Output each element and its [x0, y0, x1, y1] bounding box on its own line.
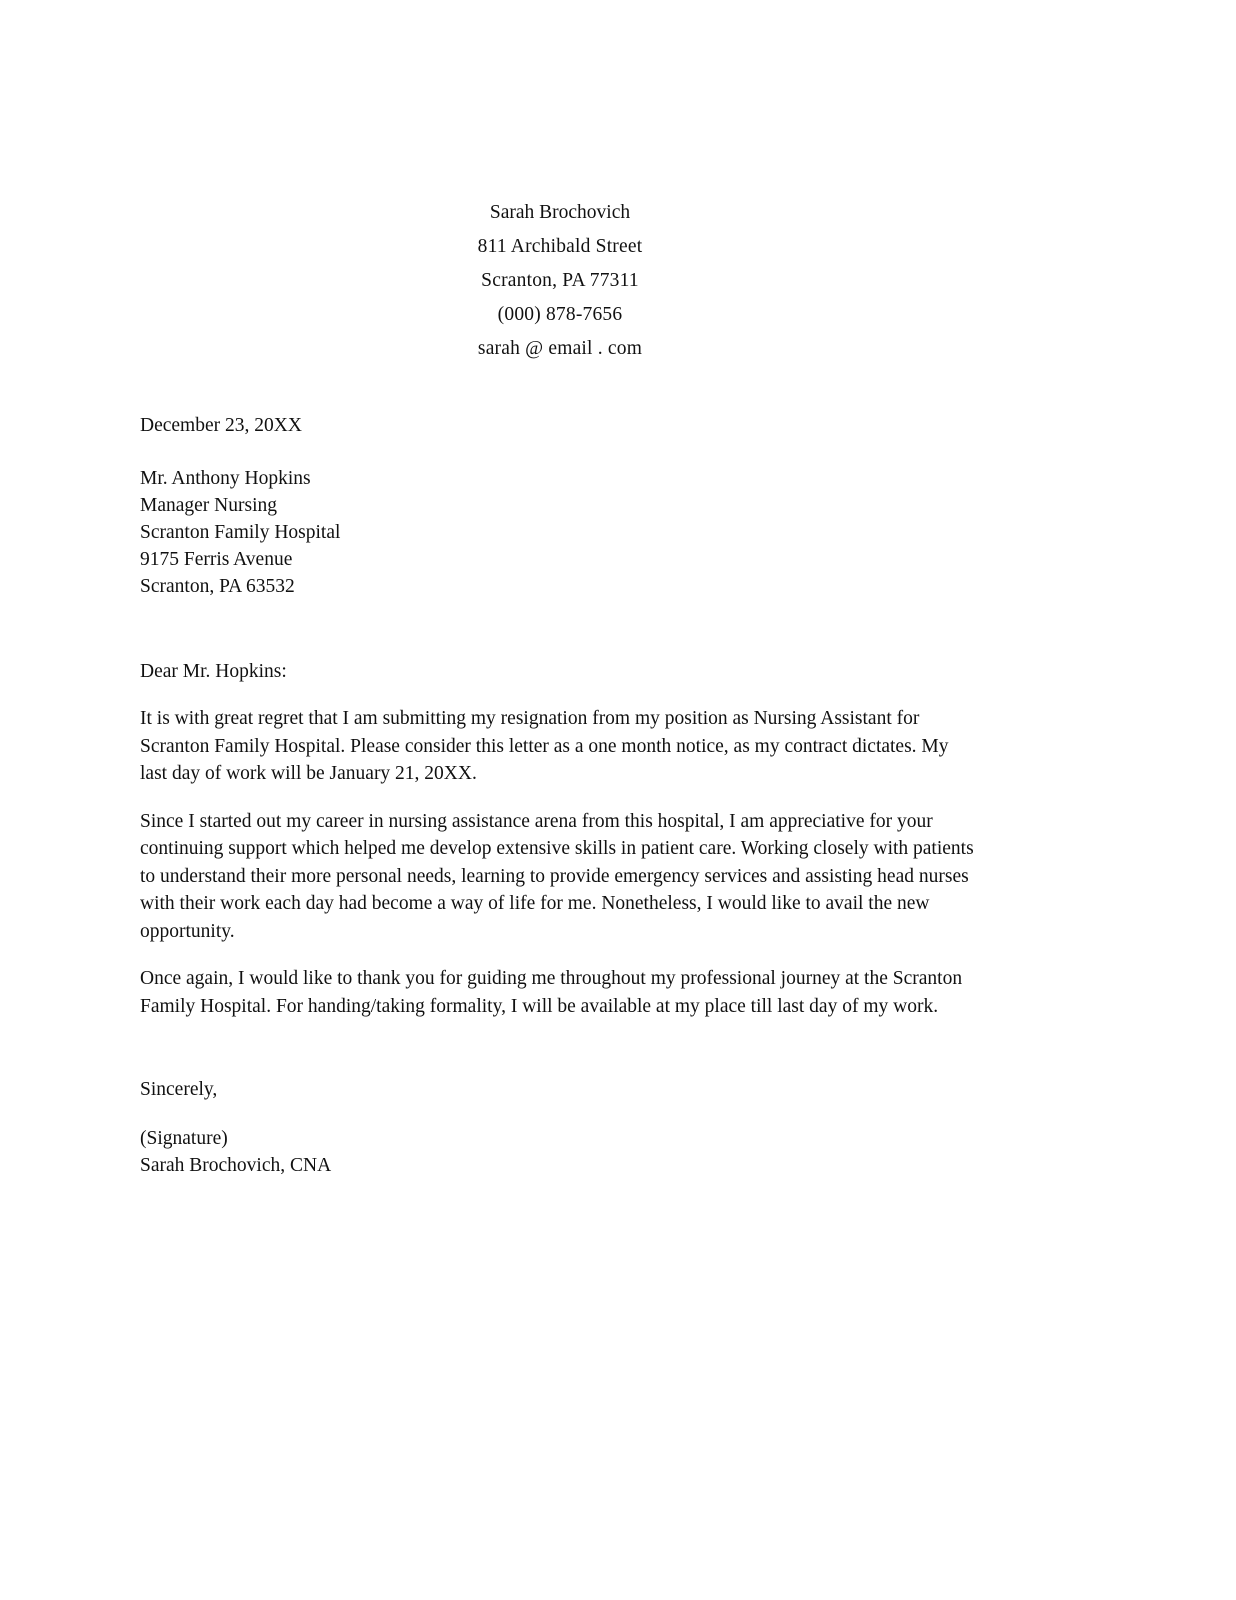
recipient-organization: Scranton Family Hospital [140, 522, 341, 543]
body-paragraph-1: It is with great regret that I am submitting my resignation from my position as Nursing Assistant for Scranton Family Hospital. Please consider this letter as a one month notice, as my contract dictates. My last day of work will be January 21, 20XX. [140, 708, 949, 784]
sender-city-state-zip: Scranton, PA 77311 [481, 270, 639, 291]
sender-street: 811 Archibald Street [477, 236, 643, 257]
recipient-street: 9175 Ferris Avenue [140, 549, 293, 570]
signature-name: Sarah Brochovich, CNA [140, 1155, 332, 1176]
recipient-title: Manager Nursing [140, 495, 278, 516]
sender-phone: (000) 878-7656 [497, 304, 623, 325]
sender-block [140, 196, 980, 366]
recipient-block [140, 465, 980, 600]
sender-email: sarah @ email . com [477, 338, 643, 359]
signature-block [140, 1125, 980, 1179]
letter-body [140, 196, 980, 1179]
closing: Sincerely, [140, 1079, 218, 1100]
recipient-name: Mr. Anthony Hopkins [140, 468, 311, 489]
body-paragraph-3: Once again, I would like to thank you for guiding me throughout my professional journey at the Scranton Family Hospital. For handing/taking formality, I will be available at my place till last day of my work. [140, 968, 963, 1017]
signature-placeholder: (Signature) [140, 1128, 228, 1149]
recipient-city-state-zip: Scranton, PA 63532 [140, 576, 295, 597]
body-paragraph-2: Since I started out my career in nursing assistance arena from this hospital, I am appreciative for your continuing support which helped me develop extensive skills in patient care. Working closely with patients to understand their more personal needs, learning to provide emergency services and assisting head nurses with their work each day had become a way of life for me. Nonetheless, I would like to avail the new opportunity. [140, 810, 974, 942]
sender-name: Sarah Brochovich [489, 202, 631, 223]
salutation: Dear Mr. Hopkins: [140, 661, 287, 682]
letter-date: December 23, 20XX [140, 415, 302, 436]
